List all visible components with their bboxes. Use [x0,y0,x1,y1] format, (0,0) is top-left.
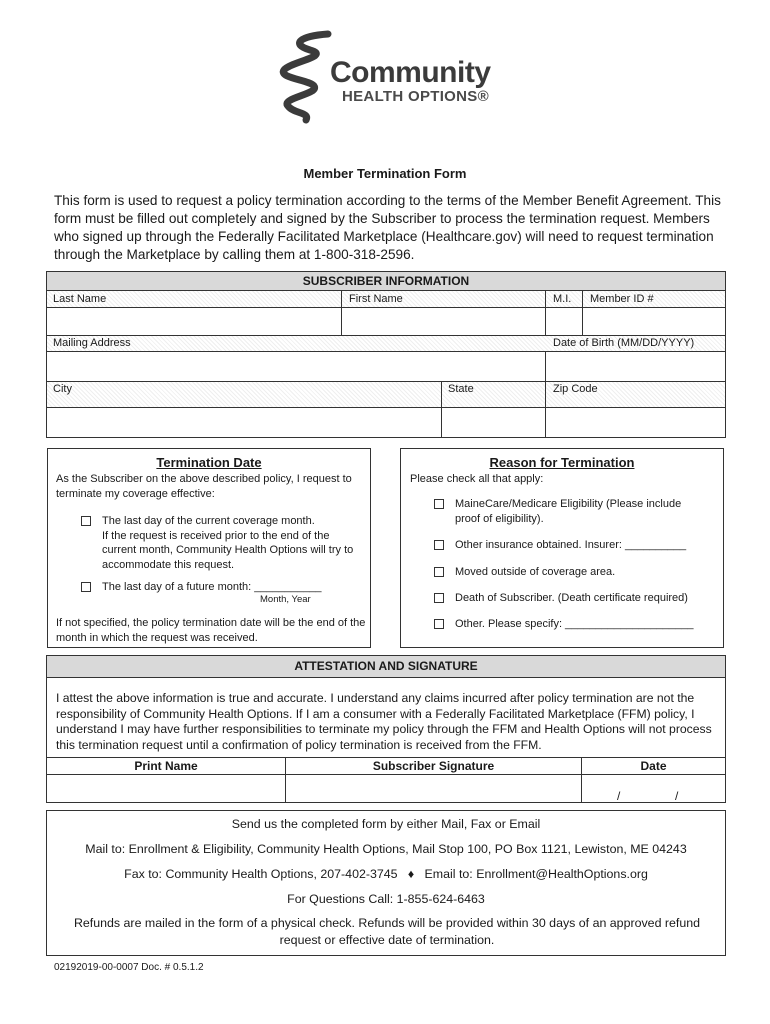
termination-date-title: Termination Date [156,455,262,470]
dob-field[interactable] [546,352,725,381]
future-month-hint: Month, Year [260,594,311,605]
name-label-row [47,291,725,308]
attestation-header: ATTESTATION AND SIGNATURE [47,656,725,678]
termination-date-box [47,448,371,648]
city-field[interactable] [47,408,441,437]
date-label: Date [640,759,667,773]
mainecare-option: MaineCare/Medicare Eligibility (Please include proof of eligibility). [455,498,682,525]
moved-checkbox[interactable] [434,567,444,577]
member-id-label: Member ID # [590,293,654,305]
last-name-field[interactable] [47,308,341,335]
first-name-label: First Name [349,293,403,305]
zip-field[interactable] [546,408,725,437]
date-field[interactable] [582,775,725,803]
signature-field[interactable] [286,775,581,803]
logo-sub-text: HEALTH OPTIONS® [342,88,489,105]
state-field[interactable] [442,408,545,437]
current-month-note: If the request is received prior to the end of the current month, Community Health Options will try to accommodate this request. [102,529,354,571]
other-checkbox[interactable] [434,619,444,629]
current-month-label: The last day of the current coverage month. [102,515,315,527]
last-name-label: Last Name [53,293,107,305]
date-separator-2: / [675,789,679,803]
diamond-icon: ♦ [407,867,415,881]
current-month-checkbox[interactable] [81,516,91,526]
moved-option: Moved outside of coverage area. [455,566,616,578]
member-id-field[interactable] [583,308,725,335]
mi-field[interactable] [546,308,582,335]
other-option: Other. Please specify: _____________________ [455,618,694,630]
print-name-label: Print Name [134,759,198,773]
logo-brand-text: Community [330,56,491,89]
other-insurance-checkbox[interactable] [434,540,444,550]
dob-label: Date of Birth (MM/DD/YYYY) [553,337,695,349]
attestation-text: I attest the above information is true and accurate. I understand any claims incurred after policy termination are not the responsibility of Community Health Options. If I am a consumer with a Federally Facilitated Marketplace (FFM) policy, I understand I may have further responsibilities to terminate my policy through the FFM and Health Options will not process this termination request until a confirmation of policy termination is received from the FFM. [56,691,712,752]
state-label: State [448,383,474,395]
fax-email-line [47,867,725,881]
company-logo [270,28,510,128]
form-title: Member Termination Form [303,166,467,181]
subscriber-information-section [46,271,726,438]
first-name-field[interactable] [342,308,545,335]
reason-intro: Please check all that apply: [410,473,544,485]
future-month-checkbox[interactable] [81,582,91,592]
print-name-field[interactable] [47,775,285,803]
death-option: Death of Subscriber. (Death certificate required) [455,592,688,604]
address-label-row [47,336,725,352]
send-instructions: Send us the completed form by either Mail, Fax or Email [231,817,541,831]
mail-address: Mail to: Enrollment & Eligibility, Community Health Options, Mail Stop 100, PO Box 1121, Lewiston, ME 04243 [85,842,687,856]
mailing-address-field[interactable] [47,352,545,381]
subscriber-header: SUBSCRIBER INFORMATION [47,272,725,291]
intro-paragraph: This form is used to request a policy termination according to the terms of the Member Benefit Agreement. This form must be filled out completely and signed by the Subscriber to process the termination request. Members who signed up through the Federally Facilitated Marketplace (Healthcare.gov) will need to request termination through the Marketplace by calling them at 1-800-318-2596. [54,193,721,262]
email-address[interactable]: Email to: Enrollment@HealthOptions.org [424,867,648,881]
zip-label: Zip Code [553,383,598,395]
signature-header-row [47,757,725,775]
fax-number: Fax to: Community Health Options, 207-402-3745 [124,867,398,881]
current-month-option [102,514,364,572]
future-month-label: The last day of a future month: ___________ [102,581,322,593]
reason-for-termination-box [400,448,724,648]
termination-date-footer: If not specified, the policy termination date will be the end of the month in which the request was received. [56,617,366,644]
mi-label: M.I. [553,293,572,305]
city-label: City [53,383,72,395]
questions-phone: For Questions Call: 1-855-624-6463 [287,892,485,906]
refund-note: Refunds are mailed in the form of a physical check. Refunds will be provided within 30 days of an approved refund request or effective date of termination. [73,916,701,947]
termination-date-intro: As the Subscriber on the above described policy, I request to terminate my coverage effective: [56,473,352,500]
submission-info-box [46,810,726,956]
date-separator-1: / [617,789,621,803]
city-label-row [47,382,725,408]
mailing-address-label: Mailing Address [53,337,131,349]
other-insurance-option: Other insurance obtained. Insurer: __________ [455,539,687,551]
signature-label: Subscriber Signature [372,759,495,773]
reason-title: Reason for Termination [489,455,635,470]
death-checkbox[interactable] [434,593,444,603]
attestation-section [46,655,726,803]
mainecare-checkbox[interactable] [434,499,444,509]
document-number: 02192019-00-0007 Doc. # 0.5.1.2 [54,962,204,973]
